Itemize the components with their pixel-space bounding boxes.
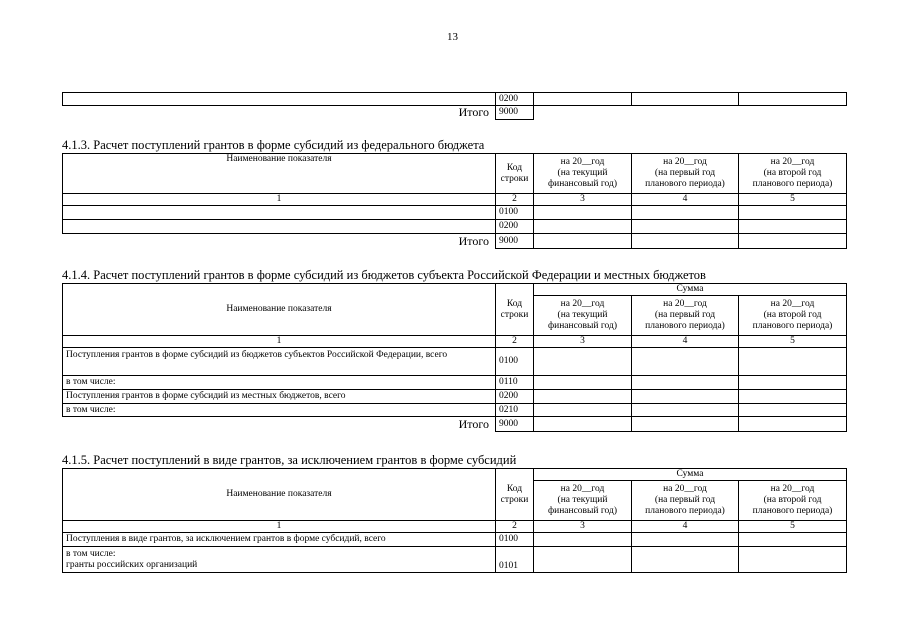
col-number: 1 <box>63 336 496 348</box>
code-cell: 0200 <box>496 93 534 106</box>
total-label: Итого <box>458 416 489 431</box>
code-cell: 0200 <box>496 390 534 404</box>
col-number: 3 <box>534 194 632 206</box>
col-number: 4 <box>632 194 739 206</box>
col-header-current-year: на 20__год (на текущий финансовый год) <box>534 481 632 521</box>
col-number: 5 <box>739 336 847 348</box>
column-number-row <box>63 194 847 206</box>
col-header-sum: Сумма <box>534 284 847 296</box>
name-cell <box>63 93 496 106</box>
col-number: 5 <box>739 521 847 533</box>
col-header-code: Код строки <box>496 469 534 521</box>
header-row <box>63 154 847 194</box>
code-cell: 0210 <box>496 404 534 417</box>
row-name: в том числе: гранты российских организаций <box>63 547 496 573</box>
total-code: 9000 <box>496 234 534 249</box>
header-row <box>63 284 847 296</box>
col-number: 3 <box>534 336 632 348</box>
col-header-name: Наименование показателя <box>63 284 496 336</box>
col-header-first-plan-year: на 20__год (на первый год планового периода) <box>632 481 739 521</box>
table-row <box>63 533 847 547</box>
col-header-name: Наименование показателя <box>63 469 496 521</box>
code-cell: 0100 <box>496 348 534 376</box>
row-name: в том числе: <box>63 376 496 390</box>
header-row <box>63 469 847 481</box>
code-cell: 0100 <box>496 206 534 220</box>
col-header-second-plan-year: на 20__год (на второй год планового периода) <box>739 296 847 336</box>
total-code: 9000 <box>496 417 534 432</box>
col-number: 3 <box>534 521 632 533</box>
table-row <box>63 390 847 404</box>
col-header-second-plan-year: на 20__год (на второй год планового периода) <box>739 481 847 521</box>
table-row <box>63 376 847 390</box>
table-4-1-5 <box>62 468 847 573</box>
row-name: Поступления грантов в форме субсидий из бюджетов субъектов Российской Федерации, всего <box>63 348 496 376</box>
value-cell <box>739 93 847 106</box>
col-number: 2 <box>496 521 534 533</box>
table-row <box>63 206 847 220</box>
col-header-current-year: на 20__год (на текущий финансовый год) <box>534 296 632 336</box>
section-heading-4-1-5: 4.1.5. Расчет поступлений в виде грантов, за исключением грантов в форме субсидий <box>62 453 517 467</box>
col-number: 5 <box>739 194 847 206</box>
row-name: Поступления в виде грантов, за исключением грантов в форме субсидий, всего <box>63 533 496 547</box>
table-4-1-4 <box>62 283 847 432</box>
code-cell: 0110 <box>496 376 534 390</box>
col-number: 2 <box>496 194 534 206</box>
col-header-second-plan-year: на 20__год (на второй год планового периода) <box>739 154 847 194</box>
col-header-code: Код строки <box>496 284 534 336</box>
total-label: Итого <box>458 233 489 248</box>
section-heading-4-1-4: 4.1.4. Расчет поступлений грантов в форме субсидий из бюджетов субъекта Российской Федерации и местных бюджетов <box>62 268 706 282</box>
col-header-current-year: на 20__год (на текущий финансовый год) <box>534 154 632 194</box>
table-row <box>63 348 847 376</box>
code-cell: 0100 <box>496 533 534 547</box>
col-number: 1 <box>63 521 496 533</box>
table-row <box>63 547 847 573</box>
table-row <box>63 93 847 106</box>
code-cell: 0101 <box>496 547 534 573</box>
total-row <box>63 106 847 120</box>
column-number-row <box>63 521 847 533</box>
col-number: 4 <box>632 336 739 348</box>
column-number-row <box>63 336 847 348</box>
col-number: 4 <box>632 521 739 533</box>
col-header-first-plan-year: на 20__год (на первый год планового периода) <box>632 154 739 194</box>
page-number: 13 <box>447 31 458 43</box>
table-row <box>63 404 847 417</box>
col-header-sum: Сумма <box>534 469 847 481</box>
value-cell <box>534 93 632 106</box>
top-continuation-table <box>62 92 847 120</box>
total-code: 9000 <box>496 106 534 120</box>
col-header-code: Код строки <box>496 154 534 194</box>
col-header-name: Наименование показателя <box>63 154 496 194</box>
row-name: Поступления грантов в форме субсидий из местных бюджетов, всего <box>63 390 496 404</box>
code-cell: 0200 <box>496 220 534 234</box>
col-header-first-plan-year: на 20__год (на первый год планового периода) <box>632 296 739 336</box>
section-heading-4-1-3: 4.1.3. Расчет поступлений грантов в форме субсидий из федерального бюджета <box>62 138 485 152</box>
table-4-1-3 <box>62 153 847 249</box>
total-row <box>63 417 847 432</box>
value-cell <box>632 93 739 106</box>
table-row <box>63 220 847 234</box>
col-number: 2 <box>496 336 534 348</box>
total-label: Итого <box>458 105 489 120</box>
col-number: 1 <box>63 194 496 206</box>
row-name: в том числе: <box>63 404 496 417</box>
total-row <box>63 234 847 249</box>
